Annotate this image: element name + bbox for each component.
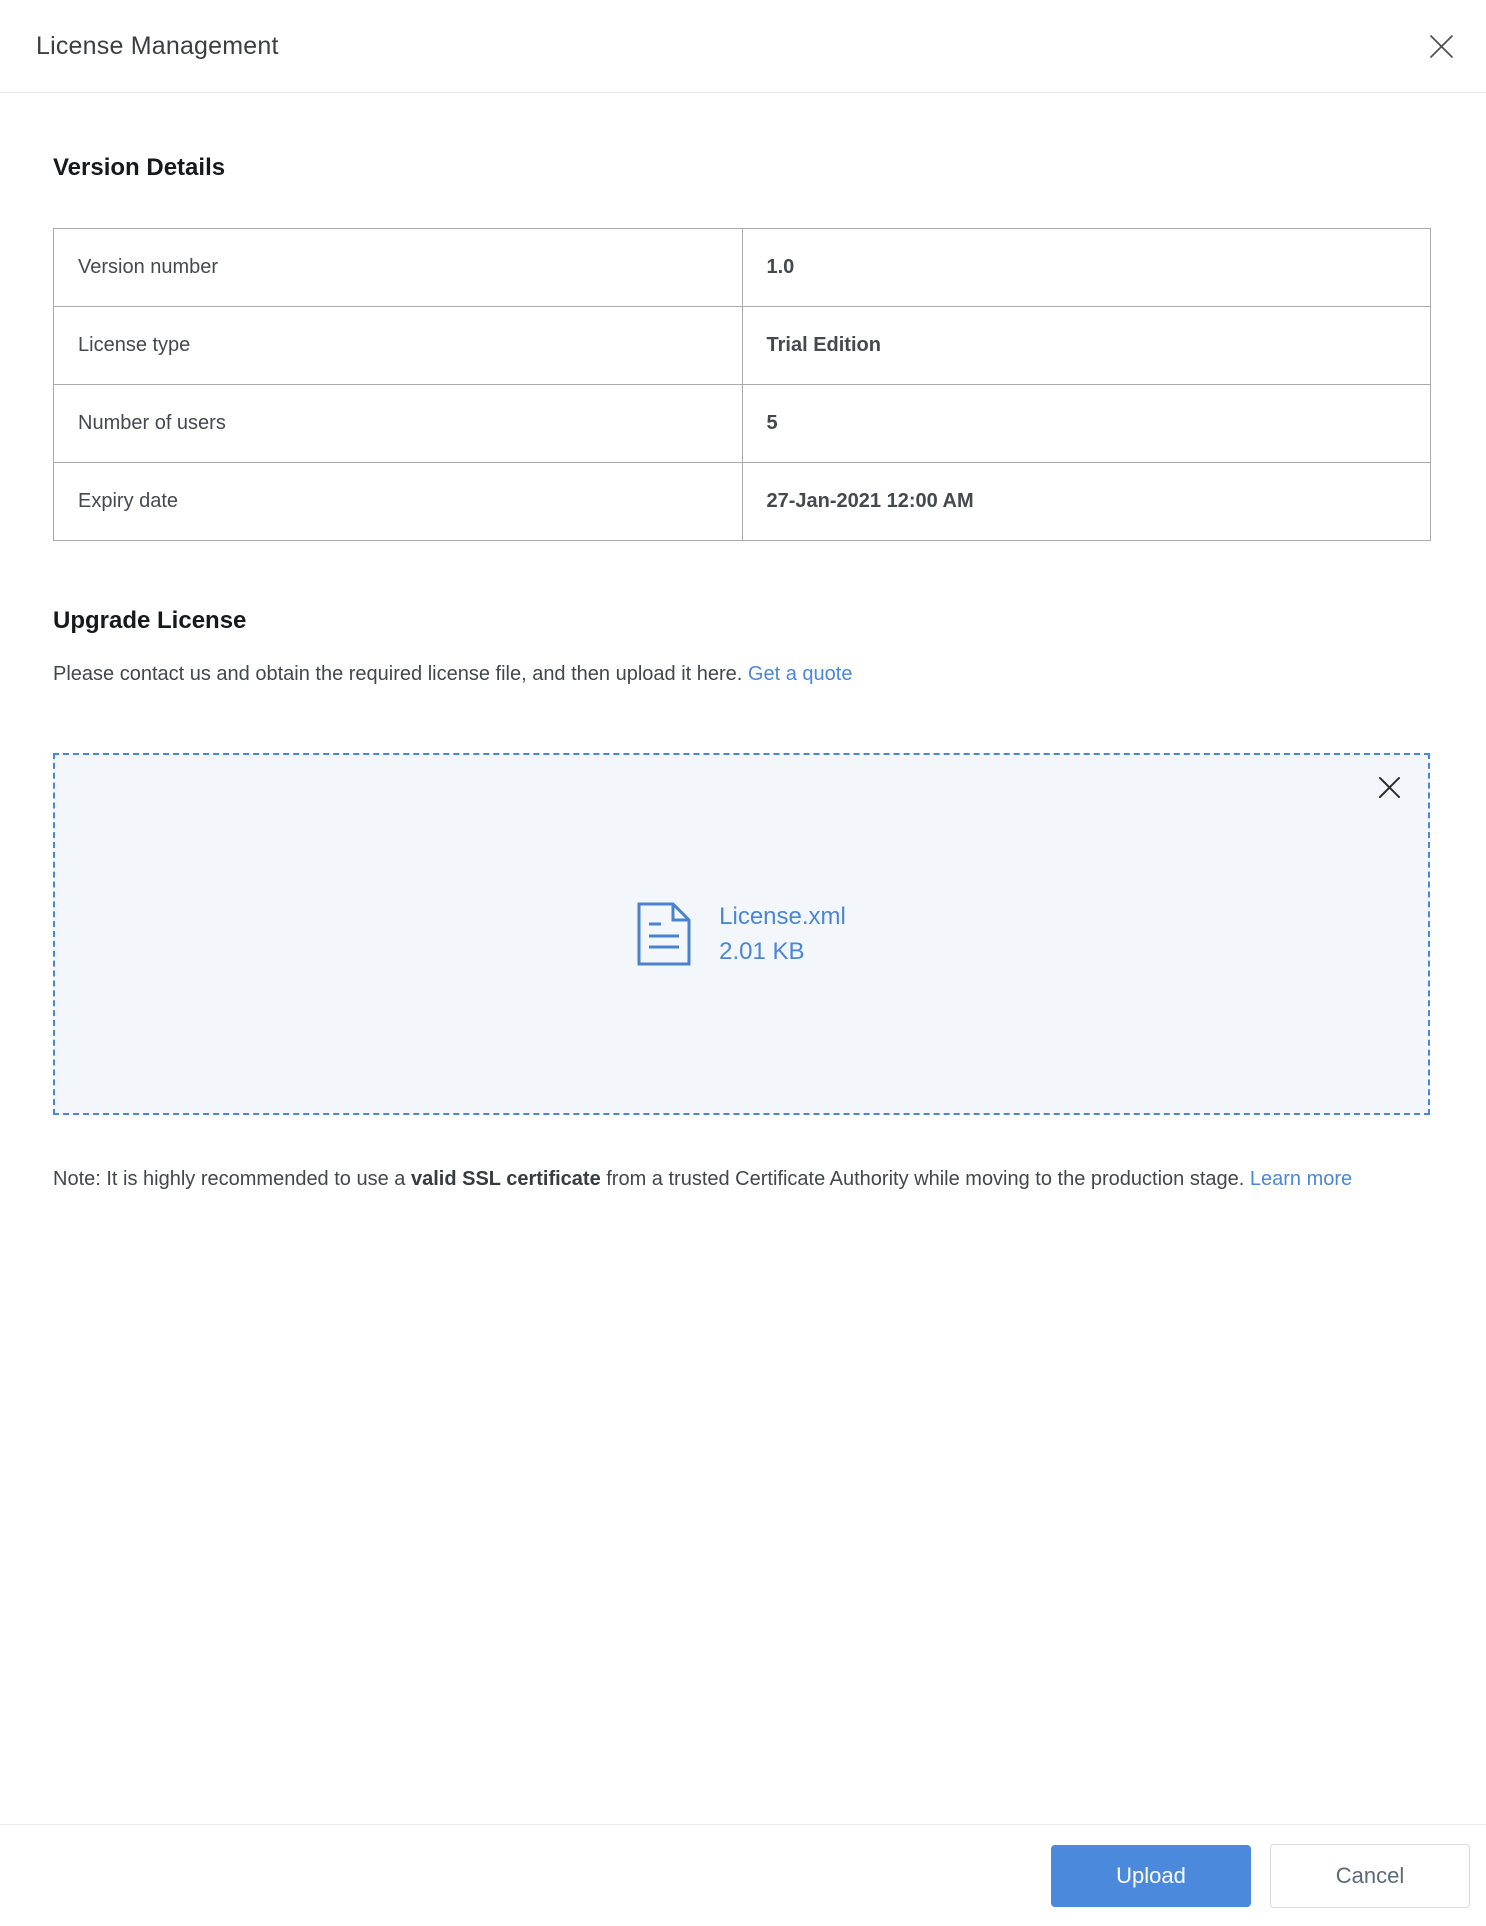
version-details-table: [53, 228, 1431, 541]
get-a-quote-link[interactable]: Get a quote: [747, 663, 853, 685]
dialog-title: License Management: [36, 31, 279, 60]
upgrade-license-heading: Upgrade License: [53, 607, 247, 634]
cancel-button[interactable]: Cancel: [1270, 1844, 1470, 1908]
close-icon: [1428, 33, 1455, 60]
row-value: 5: [742, 385, 1431, 463]
upgrade-instruction-text: Please contact us and obtain the required license file, and then upload it here.: [53, 663, 748, 685]
row-value: Trial Edition: [742, 307, 1431, 385]
table-row: [54, 307, 1431, 385]
version-details-heading: Version Details: [53, 154, 226, 181]
row-label: Number of users: [54, 385, 743, 463]
row-label: License type: [54, 307, 743, 385]
file-dropzone[interactable]: [53, 753, 1430, 1115]
row-value: 1.0: [742, 229, 1431, 307]
upgrade-instruction: [53, 659, 1430, 689]
selected-file: [637, 899, 846, 969]
note-text: Note: It is highly recommended to use a: [53, 1168, 411, 1190]
ssl-note: [53, 1158, 1430, 1200]
table-row: [54, 463, 1431, 541]
file-name: License.xml: [719, 903, 846, 930]
dialog-footer: [0, 1824, 1486, 1926]
dialog-body: [0, 154, 1486, 1200]
note-text-suffix: from a trusted Certificate Authority while moving to the production stage.: [600, 1168, 1250, 1190]
row-label: Version number: [54, 229, 743, 307]
table-row: [54, 385, 1431, 463]
note-bold-text: valid SSL certificate: [410, 1168, 601, 1190]
learn-more-link[interactable]: Learn more: [1249, 1168, 1353, 1190]
remove-file-button[interactable]: [1377, 775, 1402, 800]
file-info: [719, 899, 846, 969]
close-icon: [1377, 775, 1402, 800]
upload-button[interactable]: Upload: [1051, 1845, 1251, 1907]
file-icon: [637, 902, 691, 966]
row-value: 27-Jan-2021 12:00 AM: [742, 463, 1431, 541]
file-size: 2.01 KB: [719, 938, 805, 965]
row-label: Expiry date: [54, 463, 743, 541]
table-row: [54, 229, 1431, 307]
dialog-close-button[interactable]: [1428, 33, 1455, 60]
dialog-header: [0, 0, 1486, 93]
